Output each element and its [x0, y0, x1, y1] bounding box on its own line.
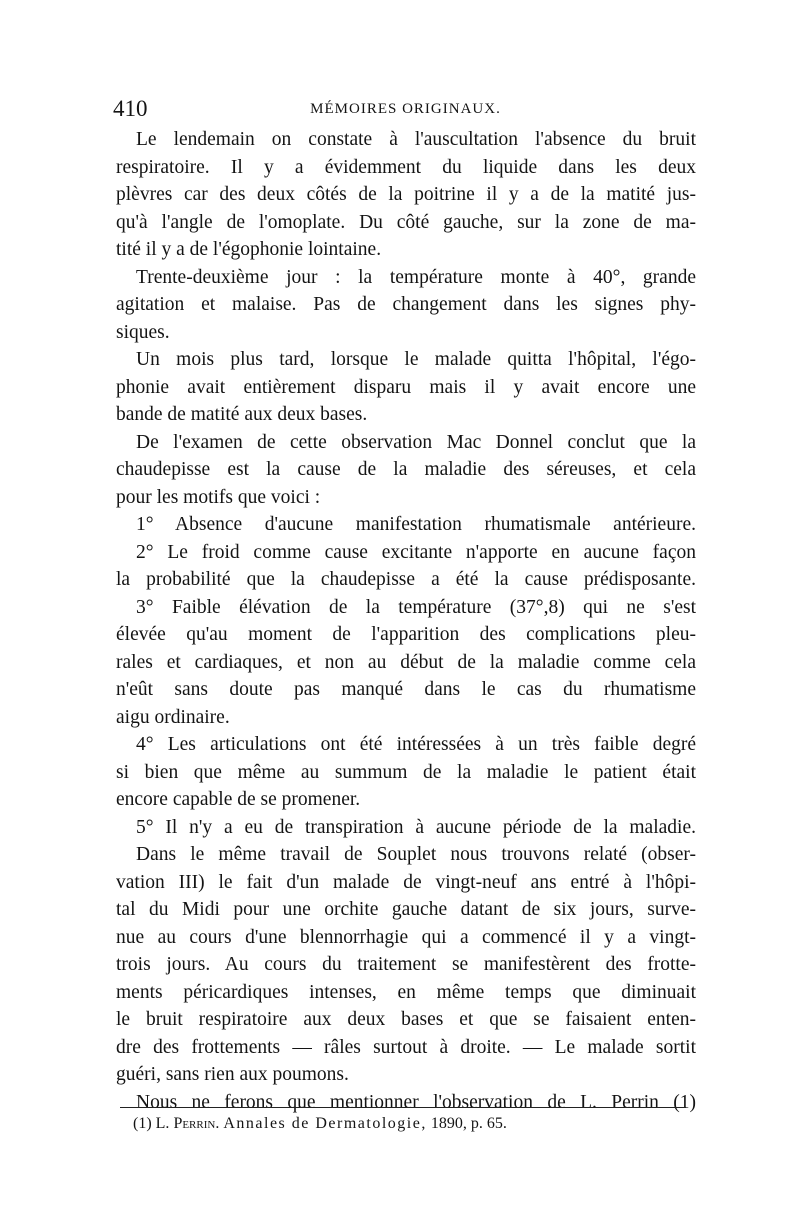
text-line: chaudepisse est la cause de la maladie des séreuses, et cela — [116, 459, 696, 480]
text-line: qu'à l'angle de l'omoplate. Du côté gauche, sur la zone de ma- — [116, 211, 696, 233]
text-line: si bien que même au summum de la maladie le patient était — [116, 761, 696, 783]
text-line: pour les motifs que voici : — [116, 486, 321, 508]
text-line: 4° Les articulations ont été intéressées à un très faible degré — [136, 734, 696, 755]
footnote-journal: Annales de Dermatologie, — [223, 1115, 427, 1132]
text-line: la probabilité que la chaudepisse a été la cause prédisposante. — [116, 569, 696, 590]
text-line: siques. — [116, 321, 170, 343]
text-line: Un mois plus tard, lorsque le malade quitta l'hôpital, l'égo- — [136, 349, 696, 370]
page-header — [113, 96, 698, 126]
text-line: Le lendemain on constate à l'auscultation l'absence du bruit — [136, 129, 696, 150]
text-line: tal du Midi pour une orchite gauche datant de six jours, surve- — [116, 899, 696, 920]
text-line: 5° Il n'y a eu de transpiration à aucune période de la maladie. — [136, 816, 696, 838]
text-line: Dans le même travail de Souplet nous trouvons relaté (obser- — [136, 844, 696, 865]
text-line: Trente-deuxième jour : la température monte à 40°, grande — [136, 266, 696, 288]
footnote-rule — [120, 1107, 686, 1108]
text-line: plèvres car des deux côtés de la poitrine il y a de la matité jus- — [116, 184, 696, 205]
text-line: 1° Absence d'aucune manifestation rhumatismale antérieure. — [136, 514, 696, 535]
text-line: respiratoire. Il y a évidemment du liquide dans les deux — [116, 156, 696, 178]
footnote — [133, 1115, 507, 1133]
text-line: dre des frottements — râles surtout à droite. — Le malade sortit — [116, 1036, 696, 1058]
text-line: trois jours. Au cours du traitement se manifestèrent des frotte- — [116, 954, 696, 975]
body-text — [116, 126, 696, 1116]
text-line: tité il y a de l'égophonie lointaine. — [116, 239, 382, 260]
text-line: élevée qu'au moment de l'apparition des complications pleu- — [116, 624, 696, 645]
text-line: De l'examen de cette observation Mac Donnel conclut que la — [136, 431, 696, 453]
text-line: vation III) le fait d'un malade de vingt-neuf ans entré à l'hôpi- — [116, 871, 696, 893]
page-number: 410 — [113, 96, 148, 121]
text-line: encore capable de se promener. — [116, 789, 361, 810]
text-line: agitation et malaise. Pas de changement dans les signes phy- — [116, 294, 696, 315]
running-head: MÉMOIRES ORIGINAUX. — [310, 101, 501, 117]
text-line: rales et cardiaques, et non au début de la maladie comme cela — [116, 651, 696, 673]
text-line: le bruit respiratoire aux deux bases et que se faisaient enten- — [116, 1009, 696, 1030]
text-line: nue au cours d'une blennorrhagie qui a commencé il y a vingt- — [116, 926, 696, 948]
text-line: aigu ordinaire. — [116, 706, 230, 728]
text-line: ments péricardiques intenses, en même temps que diminuait — [116, 981, 696, 1003]
text-line: bande de matité aux deux bases. — [116, 404, 368, 425]
text-line: phonie avait entièrement disparu mais il y avait encore une — [116, 376, 696, 398]
footnote-author: Perrin. — [173, 1115, 220, 1132]
text-line: Nous ne ferons que mentionner l'observation de L. Perrin (1) — [136, 1091, 696, 1113]
text-line: n'eût sans doute pas manqué dans le cas du rhumatisme — [116, 679, 696, 700]
footnote-details: 1890, p. 65. — [430, 1115, 507, 1132]
text-line: 2° Le froid comme cause excitante n'apporte en aucune façon — [136, 541, 696, 563]
text-line: guéri, sans rien aux poumons. — [116, 1064, 349, 1085]
footnote-marker: (1) L. — [133, 1115, 170, 1132]
text-line: 3° Faible élévation de la température (37°,8) qui ne s'est — [136, 596, 696, 618]
